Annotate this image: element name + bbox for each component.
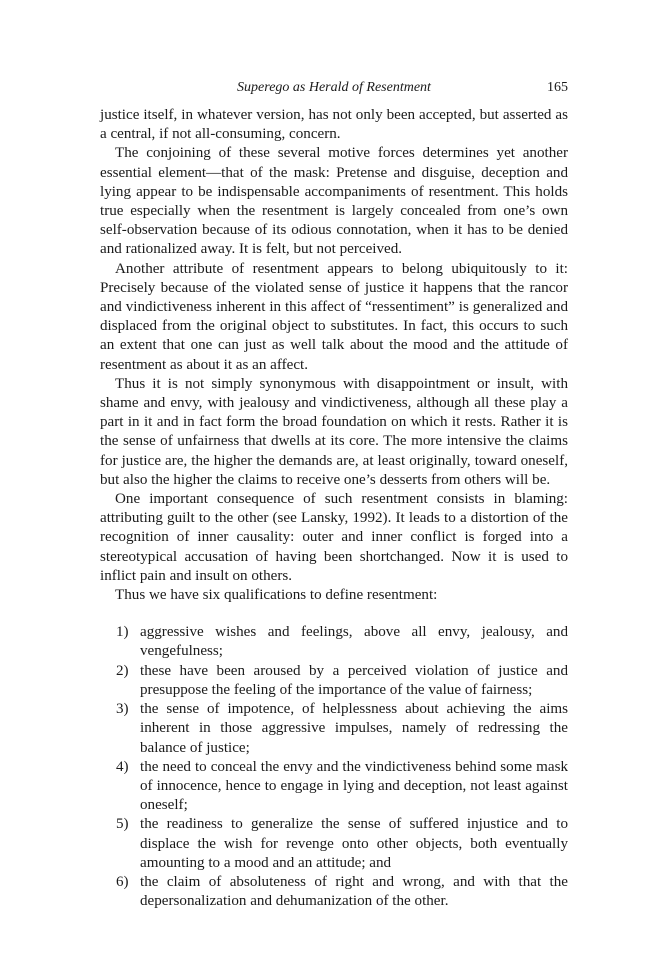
paragraph-list-intro: Thus we have six qualifications to define resentment: — [115, 587, 438, 604]
list-item-number: 2) — [116, 662, 129, 679]
list-item — [102, 815, 568, 873]
paragraph-continuation: justice itself, in whatever version, has not only been accepted, but asserted as a central, if not all-consuming, concern. — [100, 107, 568, 143]
list-item — [102, 873, 568, 911]
list-item-text: the claim of absoluteness of right and wrong, and with that the depersonalization and dehumanization of the other. — [140, 873, 568, 910]
paragraph-mask: The conjoining of these several motive forces determines yet another essential element—that of the mask: Pretense and disguise, deception and lying appear to be indispensable accompaniments of resentment. This holds true especially when the resentment is largely concealed from one’s own self-observation because of its odious connotation, when it has to be denied and rationalized away. It is felt, but not perceived. — [100, 145, 568, 258]
list-item-number: 5) — [116, 816, 129, 833]
paragraph-blaming: One important consequence of such resentment consists in blaming: attributing guilt to the other (see Lansky, 1992). It leads to a distortion of the recognition of inner causality: outer and inner conflict is forged into a stereotypical accusation of having been shortchanged. Now it is used to inflict pain and insult on others. — [100, 491, 568, 584]
list-item-text: the readiness to generalize the sense of suffered injustice and to displace the wish for revenge onto other objects, both eventually amounting to a mood and an attitude; and — [140, 816, 568, 871]
list-item-number: 6) — [116, 873, 129, 890]
list-item — [102, 758, 568, 816]
list-item-number: 1) — [116, 624, 129, 641]
list-item-text: these have been aroused by a perceived violation of justice and presuppose the feeling of the importance of the value of fairness; — [140, 662, 568, 698]
running-head — [100, 72, 568, 106]
paragraph-generalization: Another attribute of resentment appears to belong ubiquitously to it: Precisely because of the violated sense of justice it happens that the rancor and vindictiveness inherent in this affect of “ressentiment” is generalized and displaced from the original object to substitutes. In fact, this occurs to such an extent that one can just as well talk about the mood and the attitude of resentment as about it as an affect. — [100, 260, 568, 373]
list-item-number: 3) — [116, 701, 129, 718]
book-page — [100, 72, 568, 911]
list-item-number: 4) — [116, 758, 129, 775]
running-title: Superego as Herald of Resentment — [237, 80, 431, 95]
list-item — [102, 700, 568, 758]
list-item-text: the sense of impotence, of helplessness about achieving the aims inherent in those aggressive impulses, namely of redressing the balance of justice; — [140, 701, 568, 756]
list-item-text: the need to conceal the envy and the vindictiveness behind some mask of innocence, hence to engage in lying and deception, not least against oneself; — [140, 758, 568, 814]
qualifications-list — [100, 623, 568, 911]
paragraph-unfairness: Thus it is not simply synonymous with disappointment or insult, with shame and envy, with jealousy and vindictiveness, although all these play a part in it and in fact form the broad foundation on which it rests. Rather it is the sense of unfairness that dwells at its core. The more intensive the claims for justice are, the higher the demands are, at least originally, toward oneself, but also the higher the claims to receive one’s desserts from others will be. — [100, 375, 568, 488]
page-number: 165 — [547, 80, 568, 95]
list-item — [102, 623, 568, 661]
list-item — [102, 662, 568, 700]
list-item-text: aggressive wishes and feelings, above all envy, jealousy, and vengefulness; — [140, 624, 568, 660]
body-text — [100, 106, 568, 911]
